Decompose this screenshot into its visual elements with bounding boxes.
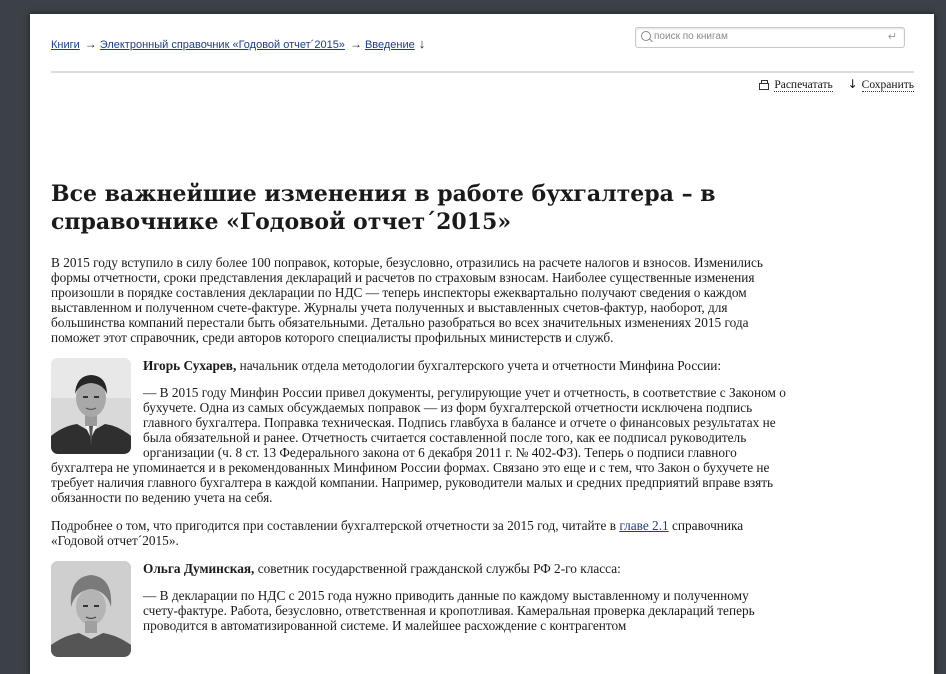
expert-name: Ольга Думинская, [143, 561, 255, 576]
enter-icon[interactable]: ↵ [887, 30, 897, 43]
expert-name-line [51, 561, 786, 576]
chapter-link[interactable]: главе 2.1 [619, 518, 669, 533]
more-info-text-end: справочника «Годовой отчет´2015». [51, 518, 744, 548]
document-window [30, 14, 934, 674]
expert-quote-text: — В декларации по НДС с 2015 года нужно приводить данные по каждому выставленному и полученному счету-фактуре. Работа, безусловно, ответственная и кропотливая. Камеральная проверка деклараций теперь проводится в автоматизированной системе. И малейшее расхождение с контрагентом [143, 588, 755, 633]
header-divider [51, 71, 914, 73]
printer-icon [759, 80, 769, 89]
expert-role: начальник отдела методологии бухгалтерского учета и отчетности Минфина России: [236, 358, 722, 373]
breadcrumb-arrow-icon: → [349, 37, 362, 51]
expert-photo-sukharev [51, 358, 131, 454]
intro-paragraph: В 2015 году вступило в силу более 100 поправок, которые, безусловно, отразились на расчете налогов и взносов. Изменились формы отчетности, сроки представления деклараций и расчетов по страховым взносам. Наиболее существенные изменения произошли в порядке составления декларации по НДС — теперь инспекторы ежеквартально получают сведения о каждом выставленном и полученном счете-фактуре. Журналы учета полученных и выставленных счетов-фактур, наоборот, для большинства компаний перестали быть обязательными. Детально разобраться во всех значительных изменениях 2015 года поможет этот справочник, среди авторов которого специалисты профильных министерств и служб. [51, 255, 763, 345]
breadcrumb-arrow-icon: → [84, 37, 97, 51]
save-button[interactable] [848, 77, 914, 91]
toolbar [747, 77, 914, 91]
expert-name-line [51, 358, 786, 373]
more-info-text: Подробнее о том, что пригодится при составлении бухгалтерской отчетности за 2015 год, читайте в [51, 518, 620, 533]
save-label: Сохранить [861, 79, 914, 91]
more-info-paragraph [51, 518, 786, 548]
expert-quote [51, 358, 786, 505]
article-body [51, 255, 786, 663]
expert-role: советник государственной гражданской службы РФ 2-го класса: [254, 561, 621, 576]
download-arrow-icon: ↓ [847, 77, 858, 91]
search-icon [641, 31, 651, 41]
breadcrumb-books-link[interactable]: Книги [51, 39, 80, 51]
print-button[interactable] [759, 79, 832, 91]
expert-quote-text: — В 2015 году Минфин России привел документы, регулирующие учет и отчетность, в соответствие с Законом о бухучете. Одна из самых обсуждаемых поправок — из форм бухгалтерской отчетности исключена подпись главного бухгалтера. Поправка техническая. Подпись главбуха в балансе и отчете о финансовых результатах не была обязательной и ранее. Отчетность считается составленной после того, как ее подписал руководитель организации (ч. 8 ст. 13 Федерального закона от 6 декабря 2011 г. № 402-ФЗ). Теперь о подписи главного бухгалтера не упоминается и в рекомендованных Минфином России формах. Связано это еще и с тем, что Закон о бухучете не требует наличия главного бухгалтера в каждой компании. Например, руководители малых и средних предприятий вправе взять обязанности по ведению учета на себя. [51, 385, 786, 505]
page-title: Все важнейшие изменения в работе бухгалтера – в справочнике «Годовой отчет´2015» [51, 181, 716, 235]
expert-photo-duminskaya [51, 561, 131, 657]
print-label: Распечатать [774, 79, 833, 91]
search-input[interactable] [654, 29, 879, 44]
search-box [635, 27, 905, 48]
expert-quote [51, 561, 786, 633]
expert-name: Игорь Сухарев, [143, 358, 237, 373]
down-arrow-icon[interactable]: ↓ [418, 36, 426, 51]
breadcrumb-handbook-link[interactable]: Электронный справочник «Годовой отчет´2015» [99, 39, 345, 51]
breadcrumb [51, 36, 425, 51]
breadcrumb-introduction-link[interactable]: Введение [364, 39, 415, 51]
